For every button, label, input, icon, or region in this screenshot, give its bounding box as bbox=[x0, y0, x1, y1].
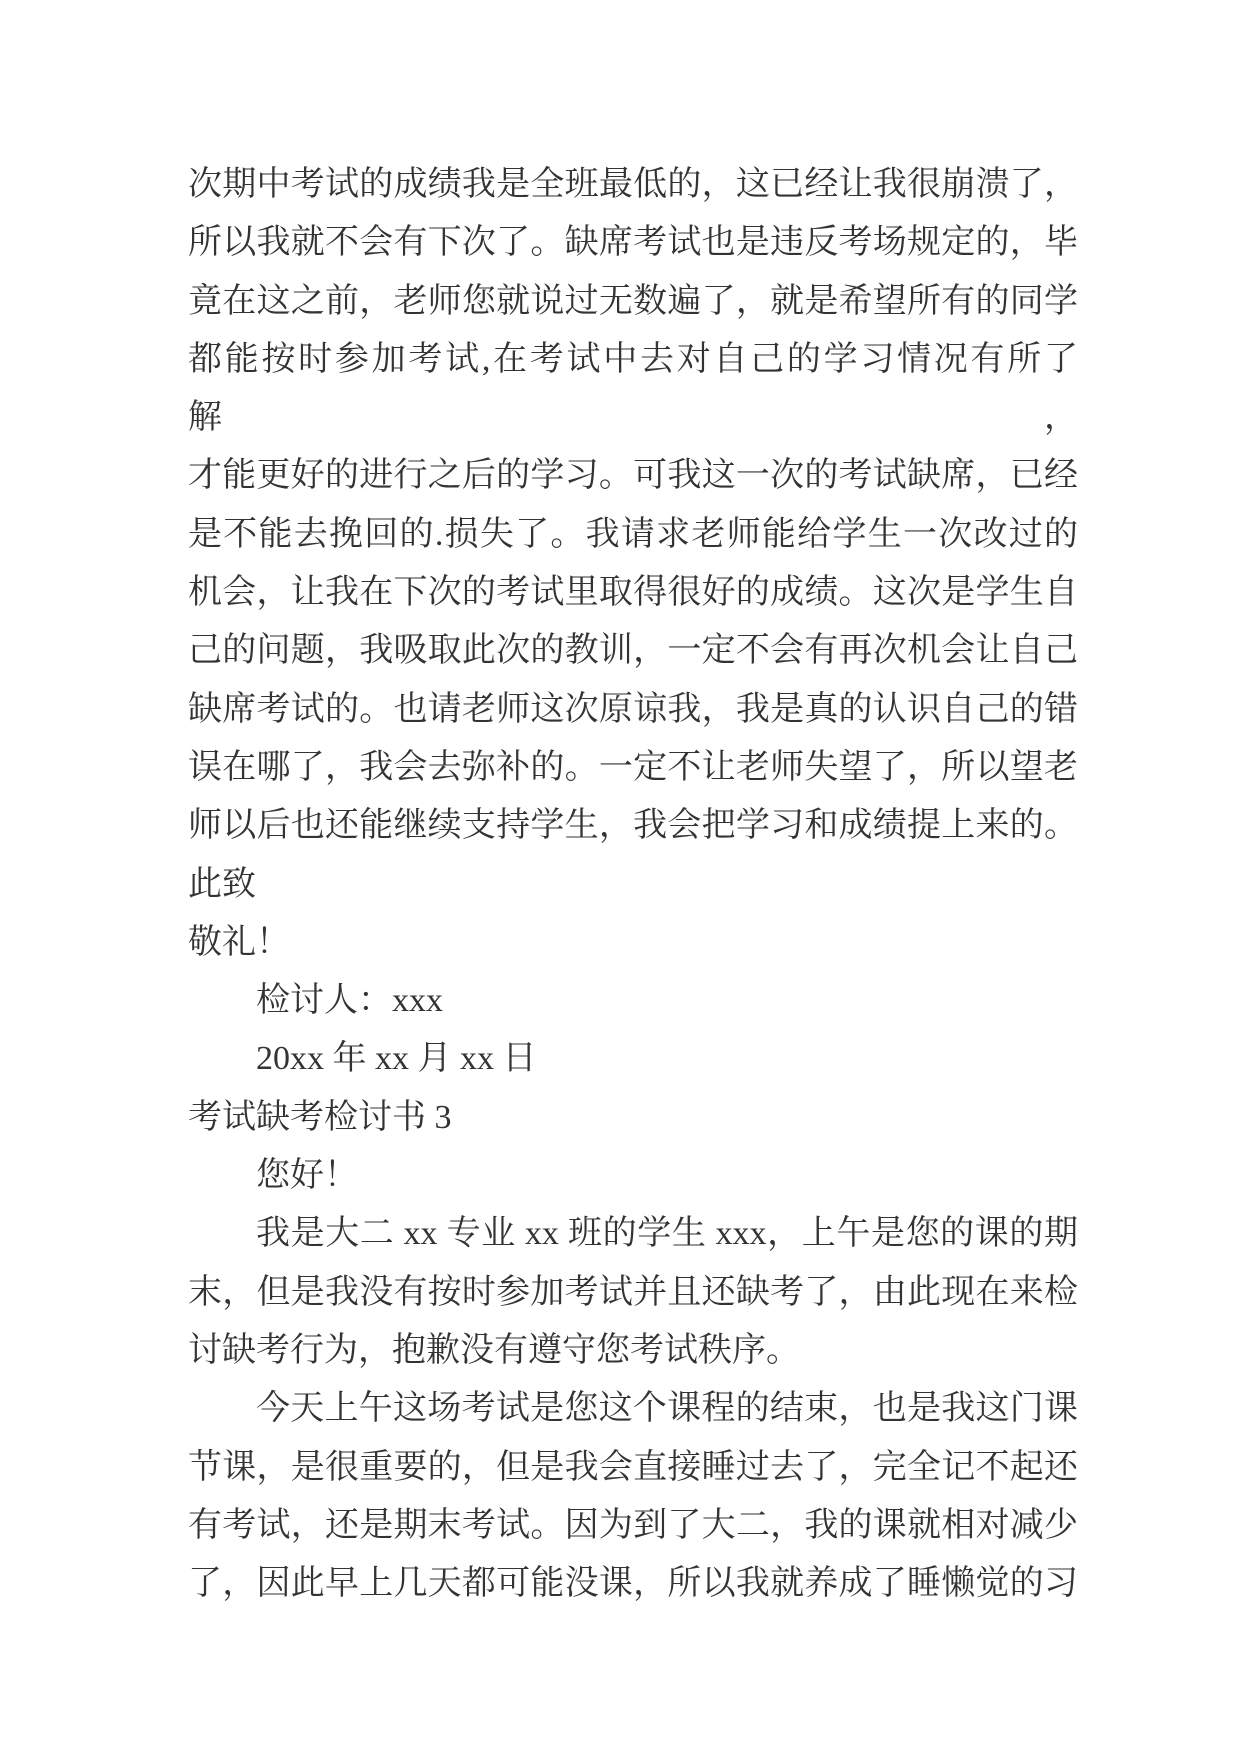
line-section-title: 考试缺考检讨书 3 bbox=[188, 1098, 452, 1136]
line-closing: 此致 bbox=[188, 865, 256, 903]
line-signature: 检讨人：xxx bbox=[256, 982, 443, 1020]
line-body: 缺席考试的。也请老师这次原谅我，我是真的认识自己的错 bbox=[188, 690, 1078, 728]
line-salute: 敬礼！ bbox=[188, 923, 290, 961]
line-greeting: 您好！ bbox=[256, 1157, 358, 1195]
line-body: 竟在这之前，老师您就说过无数遍了，就是希望所有的同学 bbox=[188, 282, 1078, 320]
line-body: 师以后也还能继续支持学生，我会把学习和成绩提上来的。 bbox=[188, 807, 1078, 845]
document-body bbox=[188, 156, 1078, 1613]
line-body: 才能更好的进行之后的学习。可我这一次的考试缺席，已经 bbox=[188, 457, 1078, 495]
line-body: 了，因此早上几天都可能没课，所以我就养成了睡懒觉的习 bbox=[188, 1565, 1078, 1603]
line-body: 次期中考试的成绩我是全班最低的，这已经让我很崩溃了， bbox=[188, 166, 1078, 203]
line-body: 节课，是很重要的，但是我会直接睡过去了，完全记不起还 bbox=[188, 1448, 1078, 1486]
line-body: 是不能去挽回的.损失了。我请求老师能给学生一次改过的 bbox=[188, 515, 1078, 553]
line-body: 己的问题，我吸取此次的教训，一定不会有再次机会让自己 bbox=[188, 632, 1078, 670]
line-body: 有考试，还是期末考试。因为到了大二，我的课就相对减少 bbox=[188, 1506, 1078, 1544]
line-body: 机会，让我在下次的考试里取得很好的成绩。这次是学生自 bbox=[188, 574, 1078, 612]
line-body: 今天上午这场考试是您这个课程的结束，也是我这门课 bbox=[256, 1390, 1078, 1428]
line-body: 都能按时参加考试,在考试中去对自己的学习情况有所了解， bbox=[188, 340, 1078, 437]
line-body: 讨缺考行为，抱歉没有遵守您考试秩序。 bbox=[188, 1331, 800, 1369]
line-body: 误在哪了，我会去弥补的。一定不让老师失望了，所以望老 bbox=[188, 748, 1078, 786]
line-body: 末，但是我没有按时参加考试并且还缺考了，由此现在来检 bbox=[188, 1273, 1078, 1311]
line-date: 20xx 年 xx 月 xx 日 bbox=[256, 1040, 537, 1078]
line-body: 我是大二 xx 专业 xx 班的学生 xxx，上午是您的课的期 bbox=[256, 1215, 1078, 1253]
line-body: 所以我就不会有下次了。缺席考试也是违反考场规定的，毕 bbox=[188, 224, 1078, 262]
